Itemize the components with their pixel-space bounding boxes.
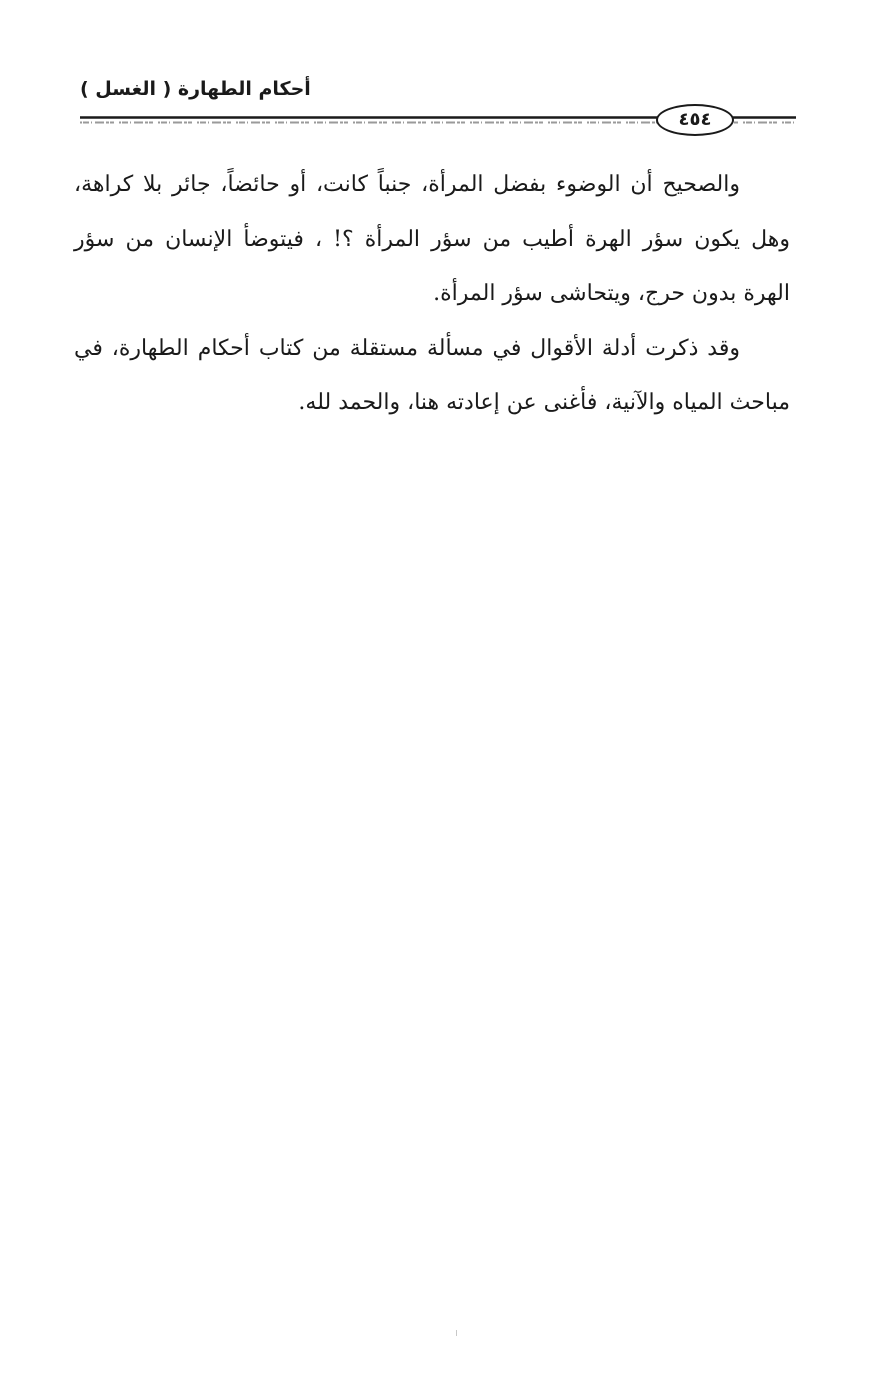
footer-mark [456,1330,457,1336]
body-text [74,158,790,431]
paragraph: وقد ذكرت أدلة الأقوال في مسألة مستقلة من كتاب أحكام الطهارة، في مباحث المياه والآنية، فأغنى عن إعادته هنا، والحمد لله. [74,335,790,415]
running-title: أحكام الطهارة ( الغسل ) [80,78,311,100]
page-number: ٤٥٤ [656,104,734,136]
paragraph: والصحيح أن الوضوء بفضل المرأة، جنباً كانت، أو حائضاً، جائر بلا كراهة، وهل يكون سؤر الهرة أطيب من سؤر المرأة ؟! ، فيتوضأ الإنسان من سؤر الهرة بدون حرج، ويتحاشى سؤر المرأة. [74,172,790,306]
page-header [80,76,796,136]
